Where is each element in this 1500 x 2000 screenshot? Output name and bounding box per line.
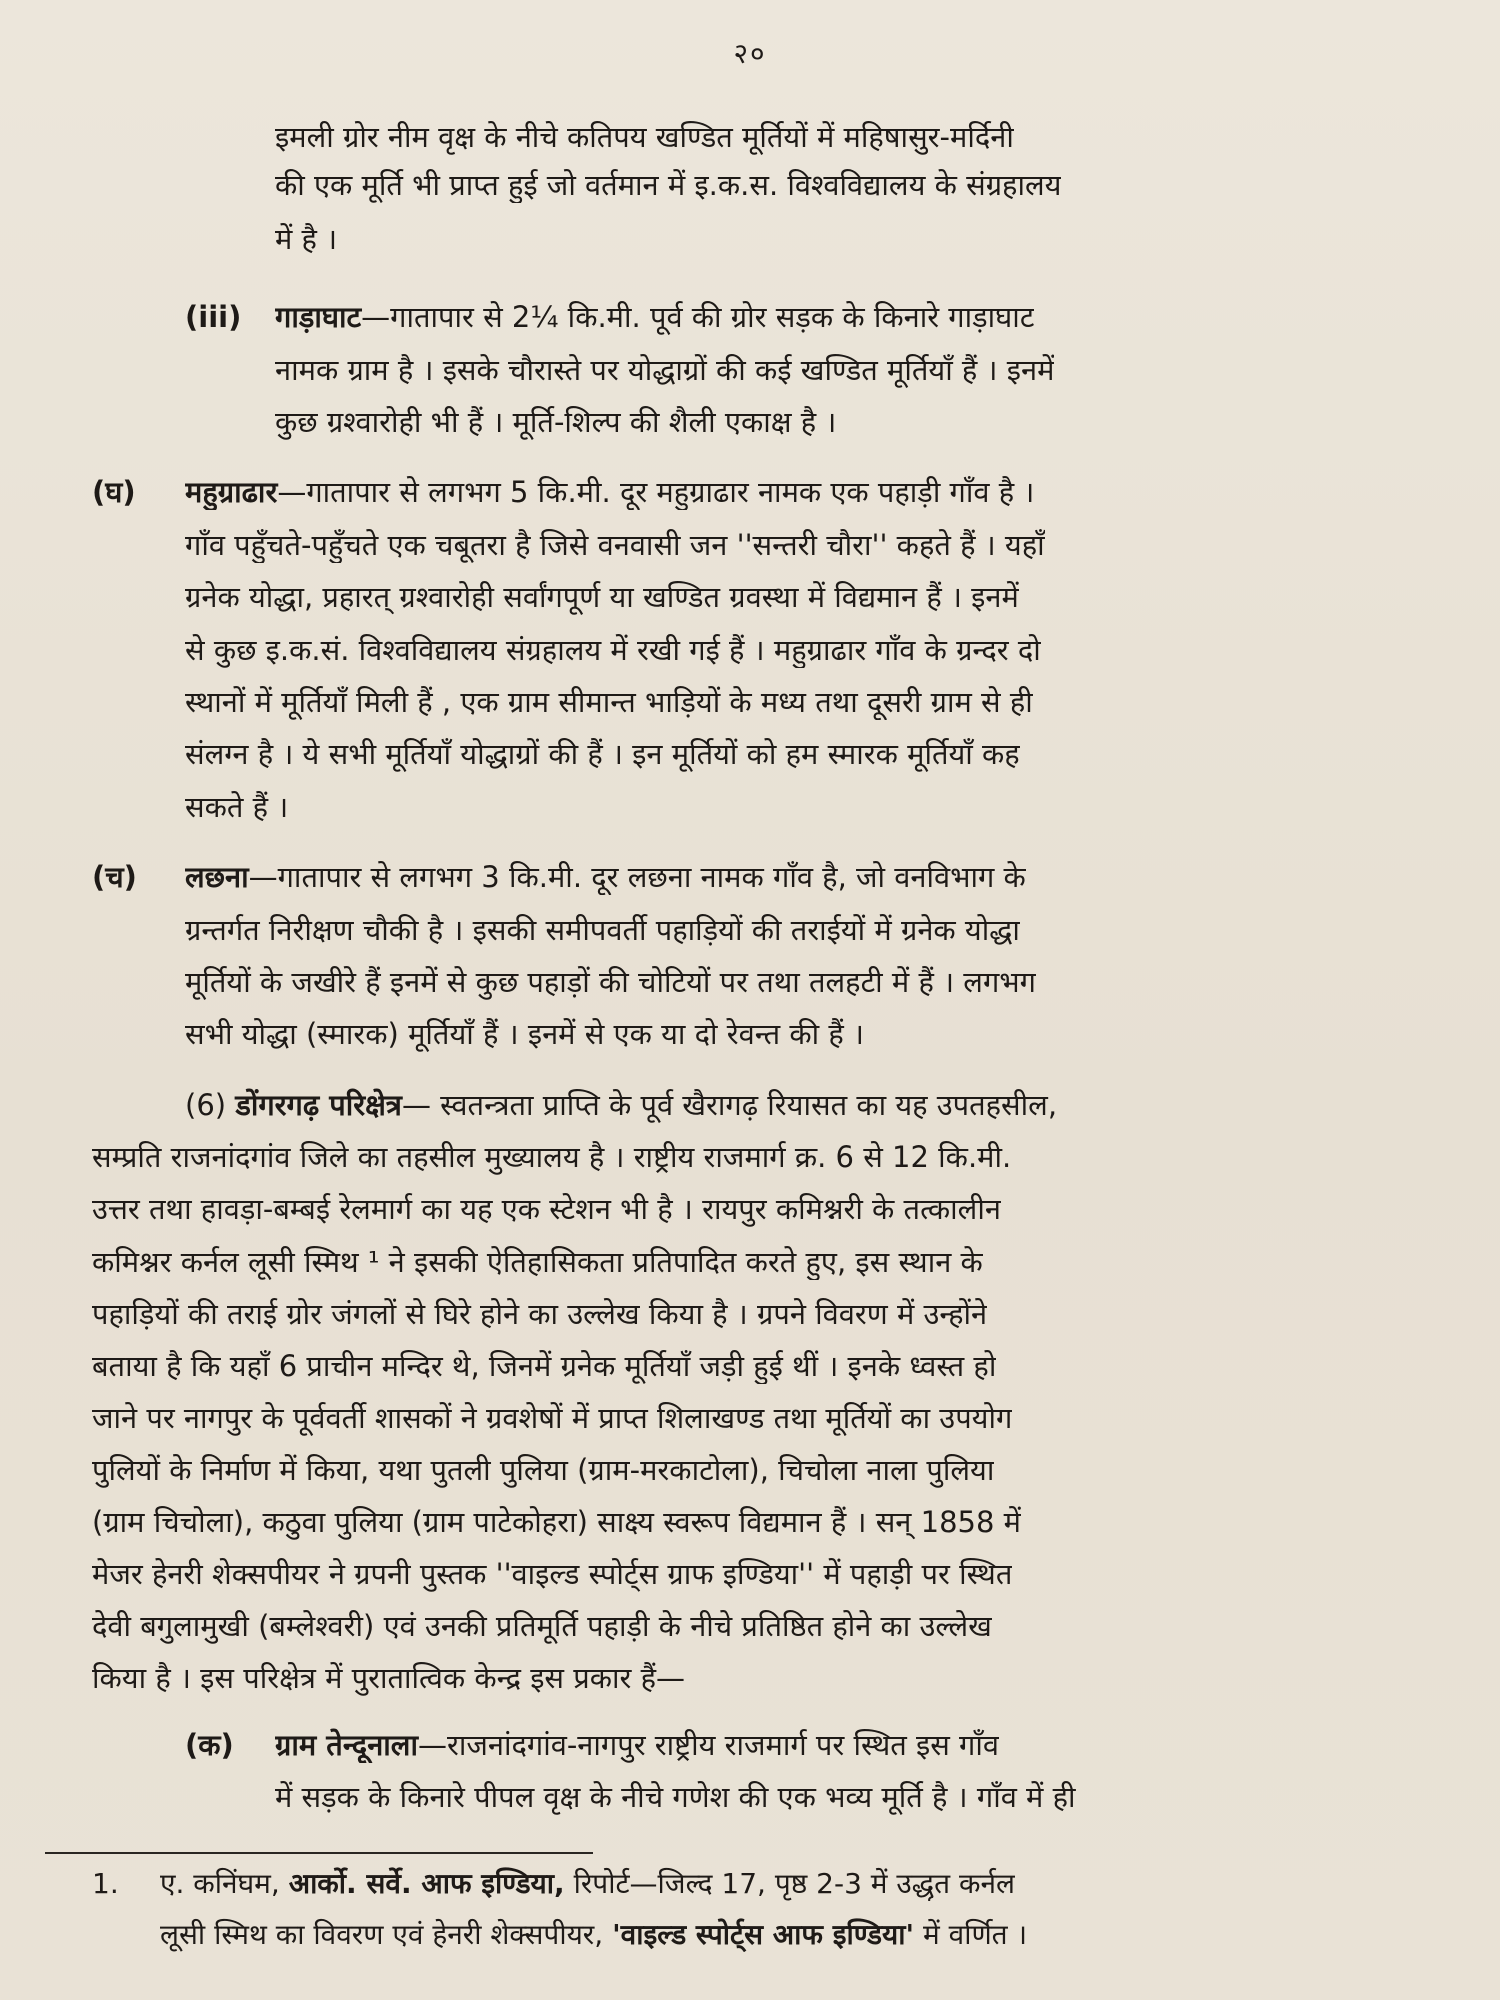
footnote-line bbox=[160, 1918, 1027, 1952]
citation-title: 'वाइल्ड स्पोर्ट्स आफ इण्डिया' bbox=[612, 1918, 915, 1951]
text-line: सम्प्रति राजनांदगांव जिले का तहसील मुख्यालय है । राष्ट्रीय राजमार्ग क्र. 6 से 12 कि.मी. bbox=[92, 1140, 1012, 1174]
text-line: सभी योद्धा (स्मारक) मूर्तियाँ हैं । इनमें से एक या दो रेवन्त की हैं । bbox=[185, 1017, 865, 1051]
footnote-line bbox=[160, 1867, 1015, 1901]
text-line: में है । bbox=[275, 222, 338, 256]
text-line: से कुछ इ.क.सं. विश्वविद्यालय संग्रहालय में रखी गई हैं । महुग्राढार गाँव के ग्रन्दर दो bbox=[185, 633, 1041, 667]
item-label: (घ) bbox=[92, 475, 136, 509]
citation-title: आर्को. सर्वे. आफ इण्डिया, bbox=[288, 1867, 565, 1900]
item-heading: ग्राम तेन्दूनाला bbox=[275, 1728, 418, 1762]
text-line bbox=[185, 1088, 1057, 1123]
text-line: (ग्राम चिचोला), कठुवा पुलिया (ग्राम पाटेकोहरा) साक्ष्य स्वरूप विद्यमान हैं । सन् 1858 में bbox=[92, 1505, 1021, 1539]
text-span: रिपोर्ट—जिल्द 17, पृष्ठ 2-3 में उद्धृत कर्नल bbox=[564, 1867, 1016, 1900]
text-line bbox=[275, 300, 1034, 335]
text-line: सकते हैं । bbox=[185, 790, 289, 824]
item-heading: गाड़ाघाट bbox=[275, 300, 362, 334]
text-span: — स्वतन्त्रता प्राप्ति के पूर्व खैरागढ़ रियासत का यह उपतहसील, bbox=[401, 1088, 1058, 1122]
text-line: संलग्न है । ये सभी मूर्तियाँ योद्धाग्रों की हैं । इन मूर्तियों को हम स्मारक मूर्तियाँ कह bbox=[185, 737, 1020, 771]
text-line: पुलियों के निर्माण में किया, यथा पुतली पुलिया (ग्राम-मरकाटोला), चिचोला नाला पुलिया bbox=[92, 1453, 995, 1487]
text-span: में वर्णित । bbox=[914, 1918, 1028, 1951]
text-line bbox=[275, 1728, 999, 1763]
text-line: स्थानों में मूर्तियाँ मिली हैं , एक ग्राम सीमान्त भाड़ियों के मध्य तथा दूसरी ग्राम से ही bbox=[185, 685, 1033, 719]
text-line: कमिश्नर कर्नल लूसी स्मिथ ¹ ने इसकी ऐतिहासिकता प्रतिपादित करते हुए, इस स्थान के bbox=[92, 1245, 983, 1279]
text-line: नामक ग्राम है । इसके चौरास्ते पर योद्धाग्रों की कई खण्डित मूर्तियाँ हैं । इनमें bbox=[275, 353, 1055, 387]
text-span: —गातापार से लगभग 3 कि.मी. दूर लछना नामक गाँव है, जो वनविभाग के bbox=[248, 860, 1026, 894]
text-line: मूर्तियों के जखीरे हैं इनमें से कुछ पहाड़ों की चोटियों पर तथा तलहटी में हैं । लगभग bbox=[185, 965, 1037, 999]
text-span: —गातापार से लगभग 5 कि.मी. दूर महुग्राढार नामक एक पहाड़ी गाँव है । bbox=[277, 475, 1035, 509]
text-line bbox=[185, 860, 1026, 895]
text-line: मेजर हेनरी शेक्सपीयर ने ग्रपनी पुस्तक ''वाइल्ड स्पोर्ट्स ग्राफ इण्डिया'' में पहाड़ी पर स्थित bbox=[92, 1557, 1013, 1591]
text-line: की एक मूर्ति भी प्राप्त हुई जो वर्तमान में इ.क.स. विश्वविद्यालय के संग्रहालय bbox=[275, 168, 1062, 202]
item-label: (क) bbox=[185, 1728, 234, 1762]
page-number: २० bbox=[733, 37, 767, 70]
footnote-number: 1. bbox=[92, 1867, 119, 1900]
text-line: पहाड़ियों की तराई ग्रोर जंगलों से घिरे होने का उल्लेख किया है । ग्रपने विवरण में उन्होंने bbox=[92, 1297, 988, 1331]
item-label: (iii) bbox=[185, 300, 242, 334]
item-heading: लछना bbox=[185, 860, 249, 894]
text-line bbox=[185, 475, 1034, 510]
text-line: देवी बगुलामुखी (बम्लेश्वरी) एवं उनकी प्रतिमूर्ति पहाड़ी के नीचे प्रतिष्ठित होने का उल्लेख bbox=[92, 1609, 992, 1643]
text-line: कुछ ग्रश्वारोही भी हैं । मूर्ति-शिल्प की शैली एकाक्ष है । bbox=[275, 405, 837, 439]
section-number: (6) bbox=[185, 1088, 227, 1122]
text-line: बताया है कि यहाँ 6 प्राचीन मन्दिर थे, जिनमें ग्रनेक मूर्तियाँ जड़ी हुई थीं । इनके ध्वस्त हो bbox=[92, 1349, 997, 1383]
text-span: —राजनांदगांव-नागपुर राष्ट्रीय राजमार्ग पर स्थित इस गाँव bbox=[417, 1728, 1000, 1762]
text-line: ग्रनेक योद्धा, प्रहारत् ग्रश्वारोही सर्वांगपूर्ण या खण्डित ग्रवस्था में विद्यमान हैं । इनमें bbox=[185, 580, 1019, 614]
item-heading: महुग्राढार bbox=[185, 475, 278, 509]
text-line: उत्तर तथा हावड़ा-बम्बई रेलमार्ग का यह एक स्टेशन भी है । रायपुर कमिश्नरी के तत्कालीन bbox=[92, 1192, 1001, 1226]
text-line: किया है । इस परिक्षेत्र में पुरातात्विक केन्द्र इस प्रकार हैं— bbox=[92, 1661, 686, 1695]
text-line: जाने पर नागपुर के पूर्ववर्ती शासकों ने ग्रवशेषों में प्राप्त शिलाखण्ड तथा मूर्तियों का उपयोग bbox=[92, 1401, 1013, 1435]
section-heading: डोंगरगढ़ परिक्षेत्र bbox=[235, 1088, 402, 1122]
text-span: लूसी स्मिथ का विवरण एवं हेनरी शेक्सपीयर, bbox=[160, 1918, 613, 1951]
text-line: गाँव पहुँचते-पहुँचते एक चबूतरा है जिसे वनवासी जन ''सन्तरी चौरा'' कहते हैं । यहाँ bbox=[185, 528, 1045, 562]
text-line: में सड़क के किनारे पीपल वृक्ष के नीचे गणेश की एक भव्य मूर्ति है । गाँव में ही bbox=[275, 1780, 1076, 1814]
text-span: —गातापार से 2¼ कि.मी. पूर्व की ग्रोर सड़क के किनारे गाड़ाघाट bbox=[361, 300, 1035, 334]
footnote-divider bbox=[45, 1852, 593, 1854]
item-label: (च) bbox=[92, 860, 137, 894]
text-line: इमली ग्रोर नीम वृक्ष के नीचे कतिपय खण्डित मूर्तियों में महिषासुर-मर्दिनी bbox=[275, 120, 1014, 154]
text-span: ए. कनिंघम, bbox=[160, 1867, 289, 1900]
text-line: ग्रन्तर्गत निरीक्षण चौकी है । इसकी समीपवर्ती पहाड़ियों की तराईयों में ग्रनेक योद्धा bbox=[185, 913, 1020, 947]
